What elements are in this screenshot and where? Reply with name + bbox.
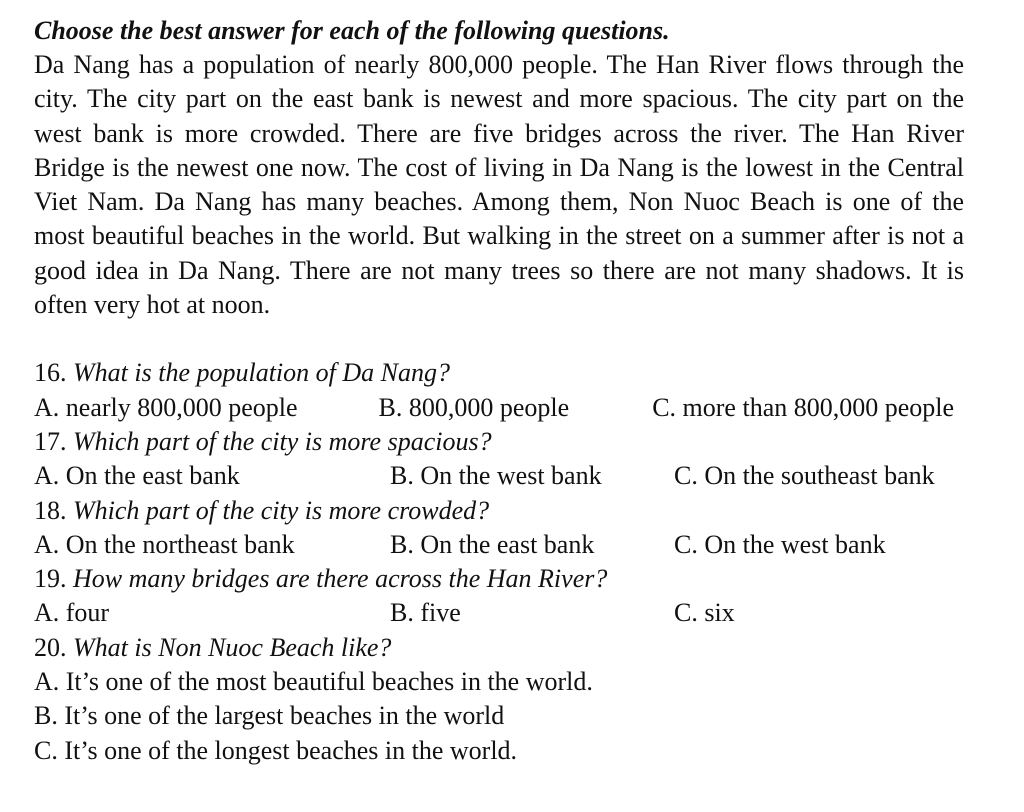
- question-number: 17.: [34, 426, 67, 456]
- option-a[interactable]: A. four: [34, 598, 110, 628]
- question-number: 16.: [34, 358, 67, 388]
- option-a[interactable]: A. It’s one of the most beautiful beaches in the world.: [34, 667, 593, 697]
- option-c[interactable]: C. more than 800,000 people: [652, 392, 955, 422]
- question-number: 20.: [34, 632, 67, 662]
- option-a[interactable]: A. On the northeast bank: [34, 529, 295, 559]
- question-19: [34, 562, 964, 596]
- option-c[interactable]: C. On the west bank: [674, 529, 886, 559]
- instruction-heading: Choose the best answer for each of the following questions.: [34, 16, 670, 45]
- option-c[interactable]: C. six: [674, 598, 735, 628]
- option-a[interactable]: A. On the east bank: [34, 461, 240, 491]
- question-number: 18.: [34, 495, 67, 525]
- option-a[interactable]: A. nearly 800,000 people: [34, 392, 298, 422]
- reading-passage: Da Nang has a population of nearly 800,000 people. The Han River flows through the city. The city part on the east bank is newest and more spacious. The city part on the west bank is more crowded. There are five bridges across the river. The Han River Bridge is the newest one now. The cost of living in Da Nang is the lowest in the Central Viet Nam. Da Nang has many beaches. Among them, Non Nuoc Beach is one of the most beautiful beaches in the world. But walking in the street on a summer after is not a good idea in Da Nang. There are not many trees so there are not many shadows. It is often very hot at noon.: [34, 50, 964, 320]
- question-text: Which part of the city is more crowded?: [73, 495, 490, 525]
- option-b[interactable]: B. five: [390, 598, 461, 628]
- question-17: [34, 425, 964, 459]
- question-text: Which part of the city is more spacious?: [73, 426, 492, 456]
- question-text: How many bridges are there across the Han River?: [73, 564, 608, 594]
- worksheet: [34, 14, 964, 768]
- option-c[interactable]: C. On the southeast bank: [674, 461, 935, 491]
- section-gap: [34, 322, 964, 356]
- question-text: What is the population of Da Nang?: [73, 358, 450, 388]
- option-b[interactable]: B. 800,000 people: [378, 392, 570, 422]
- option-b[interactable]: B. On the east bank: [390, 529, 595, 559]
- question-20: [34, 631, 964, 665]
- option-c[interactable]: C. It’s one of the longest beaches in the world.: [34, 735, 518, 765]
- question-text: What is Non Nuoc Beach like?: [73, 632, 392, 662]
- question-18: [34, 494, 964, 528]
- question-16: [34, 356, 964, 390]
- question-19-options: [34, 596, 964, 630]
- question-18-options: [34, 528, 964, 562]
- question-16-options: [34, 391, 964, 425]
- option-b[interactable]: B. On the west bank: [390, 461, 602, 491]
- question-17-options: [34, 459, 964, 493]
- option-b[interactable]: B. It’s one of the largest beaches in the world: [34, 701, 505, 731]
- question-number: 19.: [34, 564, 67, 594]
